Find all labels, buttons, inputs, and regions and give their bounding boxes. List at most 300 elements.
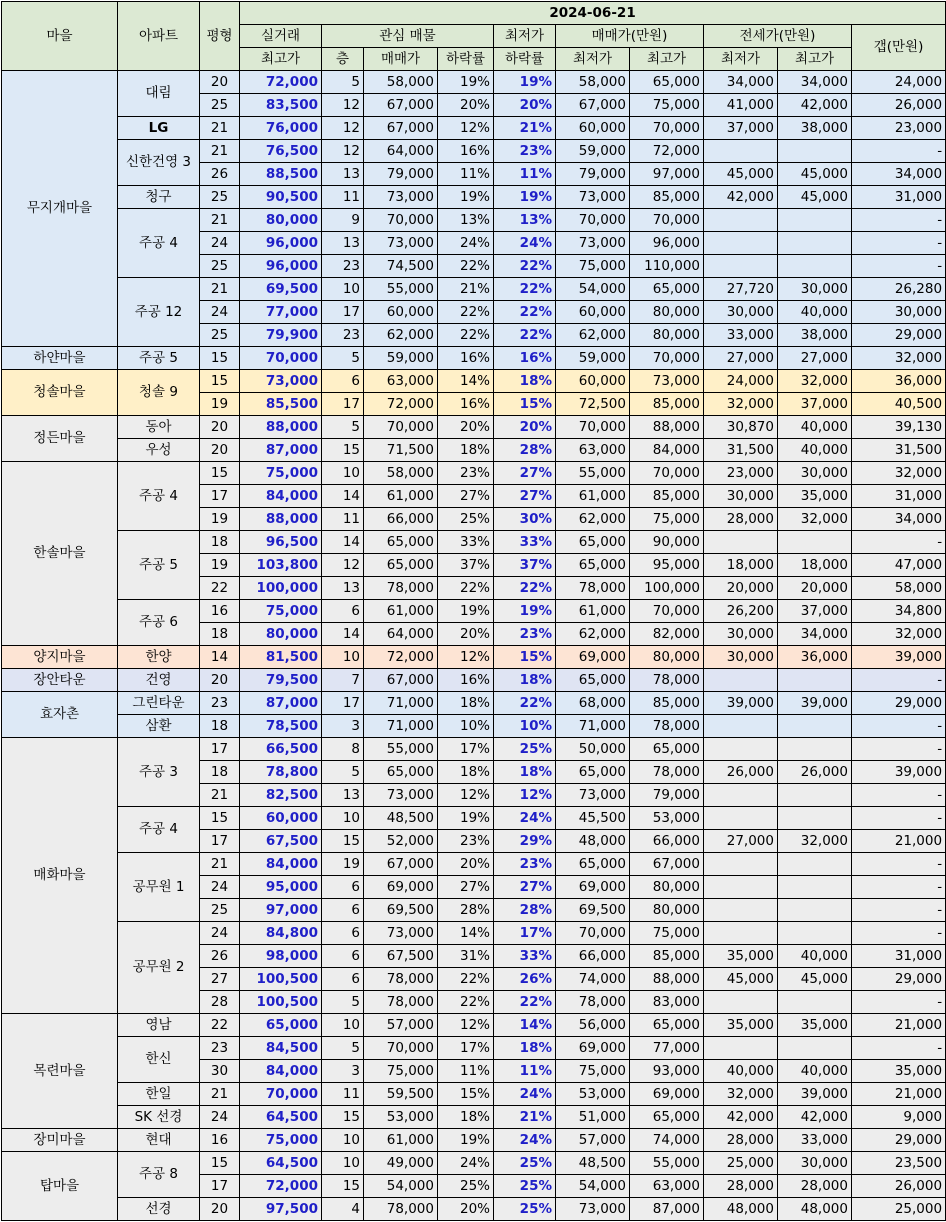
cell-drop-rate: 18% (438, 439, 494, 462)
cell-floor: 5 (322, 416, 364, 439)
cell-jeonse-max: 40,000 (778, 301, 852, 324)
cell-pyeong: 21 (200, 117, 240, 140)
cell-min-drop: 19% (494, 600, 556, 623)
cell-jeonse-min: 18,000 (704, 554, 778, 577)
cell-sale-price: 71,500 (364, 439, 438, 462)
header-village: 마을 (2, 2, 118, 71)
cell-pyeong: 17 (200, 1175, 240, 1198)
cell-sale-min: 65,000 (556, 669, 630, 692)
apt-name: 주공 5 (118, 531, 200, 600)
table-row (2, 692, 946, 715)
cell-gap: 58,000 (852, 577, 946, 600)
cell-sale-max: 110,000 (630, 255, 704, 278)
cell-min-drop: 13% (494, 209, 556, 232)
cell-sale-min: 59,000 (556, 140, 630, 163)
cell-real-max: 88,000 (240, 416, 322, 439)
cell-floor: 6 (322, 968, 364, 991)
cell-sale-price: 49,000 (364, 1152, 438, 1175)
cell-drop-rate: 11% (438, 1060, 494, 1083)
cell-jeonse-min (704, 991, 778, 1014)
cell-drop-rate: 14% (438, 922, 494, 945)
header-sale-price: 매매가 (364, 48, 438, 71)
apt-name: 주공 4 (118, 807, 200, 853)
cell-sale-min: 61,000 (556, 600, 630, 623)
cell-jeonse-min (704, 232, 778, 255)
cell-sale-max: 97,000 (630, 163, 704, 186)
table-row (2, 1037, 946, 1060)
header-min-drop: 하락률 (494, 48, 556, 71)
cell-sale-price: 55,000 (364, 738, 438, 761)
cell-gap: - (852, 1037, 946, 1060)
cell-sale-min: 65,000 (556, 761, 630, 784)
cell-min-drop: 25% (494, 1152, 556, 1175)
cell-pyeong: 24 (200, 232, 240, 255)
cell-pyeong: 17 (200, 738, 240, 761)
cell-drop-rate: 19% (438, 71, 494, 94)
apt-name: 한양 (118, 646, 200, 669)
cell-sale-price: 62,000 (364, 324, 438, 347)
cell-sale-min: 57,000 (556, 1129, 630, 1152)
cell-sale-min: 70,000 (556, 922, 630, 945)
cell-sale-max: 96,000 (630, 232, 704, 255)
cell-pyeong: 20 (200, 416, 240, 439)
cell-sale-min: 69,500 (556, 899, 630, 922)
cell-drop-rate: 15% (438, 1083, 494, 1106)
cell-sale-min: 66,000 (556, 945, 630, 968)
cell-pyeong: 25 (200, 94, 240, 117)
cell-real-max: 96,000 (240, 232, 322, 255)
cell-jeonse-max (778, 669, 852, 692)
apt-name: 공무원 1 (118, 853, 200, 922)
cell-floor: 15 (322, 1175, 364, 1198)
cell-real-max: 84,000 (240, 485, 322, 508)
cell-floor: 14 (322, 531, 364, 554)
cell-sale-price: 72,000 (364, 646, 438, 669)
cell-real-max: 64,500 (240, 1152, 322, 1175)
cell-jeonse-max: 45,000 (778, 968, 852, 991)
header-floor: 층 (322, 48, 364, 71)
apt-name: 공무원 2 (118, 922, 200, 1014)
apt-name: SK 선경 (118, 1106, 200, 1129)
cell-floor: 10 (322, 1129, 364, 1152)
cell-jeonse-max: 32,000 (778, 830, 852, 853)
cell-sale-min: 59,000 (556, 347, 630, 370)
apt-name: 청솔 9 (118, 370, 200, 416)
cell-jeonse-min: 25,000 (704, 1152, 778, 1175)
cell-gap: 34,000 (852, 163, 946, 186)
cell-jeonse-min: 42,000 (704, 186, 778, 209)
cell-drop-rate: 23% (438, 830, 494, 853)
cell-drop-rate: 22% (438, 324, 494, 347)
cell-floor: 3 (322, 715, 364, 738)
cell-sale-max: 80,000 (630, 324, 704, 347)
cell-real-max: 64,500 (240, 1106, 322, 1129)
cell-pyeong: 17 (200, 830, 240, 853)
cell-sale-max: 78,000 (630, 761, 704, 784)
cell-sale-max: 75,000 (630, 508, 704, 531)
cell-real-max: 75,000 (240, 1129, 322, 1152)
cell-gap: 39,130 (852, 416, 946, 439)
cell-floor: 6 (322, 945, 364, 968)
cell-gap: 36,000 (852, 370, 946, 393)
cell-jeonse-max: 30,000 (778, 1152, 852, 1175)
table-row (2, 209, 946, 232)
cell-sale-max: 77,000 (630, 1037, 704, 1060)
cell-min-drop: 22% (494, 324, 556, 347)
cell-min-drop: 30% (494, 508, 556, 531)
cell-sale-min: 79,000 (556, 163, 630, 186)
table-row (2, 807, 946, 830)
cell-jeonse-min (704, 255, 778, 278)
cell-real-max: 75,000 (240, 600, 322, 623)
cell-sale-min: 75,000 (556, 1060, 630, 1083)
cell-floor: 23 (322, 255, 364, 278)
cell-pyeong: 22 (200, 577, 240, 600)
cell-jeonse-max: 32,000 (778, 508, 852, 531)
cell-drop-rate: 19% (438, 600, 494, 623)
cell-sale-price: 58,000 (364, 71, 438, 94)
cell-sale-price: 73,000 (364, 186, 438, 209)
cell-pyeong: 18 (200, 715, 240, 738)
cell-drop-rate: 16% (438, 347, 494, 370)
cell-sale-max: 70,000 (630, 117, 704, 140)
cell-sale-max: 65,000 (630, 1014, 704, 1037)
cell-floor: 6 (322, 370, 364, 393)
cell-min-drop: 18% (494, 1037, 556, 1060)
cell-sale-max: 53,000 (630, 807, 704, 830)
cell-drop-rate: 12% (438, 784, 494, 807)
cell-min-drop: 24% (494, 807, 556, 830)
cell-drop-rate: 16% (438, 669, 494, 692)
cell-floor: 11 (322, 1083, 364, 1106)
cell-sale-price: 71,000 (364, 715, 438, 738)
cell-jeonse-max (778, 922, 852, 945)
cell-real-max: 82,500 (240, 784, 322, 807)
cell-real-max: 76,500 (240, 140, 322, 163)
cell-floor: 7 (322, 669, 364, 692)
cell-drop-rate: 12% (438, 117, 494, 140)
cell-sale-price: 65,000 (364, 761, 438, 784)
cell-min-drop: 23% (494, 140, 556, 163)
cell-floor: 12 (322, 117, 364, 140)
cell-min-drop: 27% (494, 462, 556, 485)
cell-pyeong: 25 (200, 255, 240, 278)
cell-sale-price: 64,000 (364, 623, 438, 646)
cell-sale-price: 74,500 (364, 255, 438, 278)
cell-jeonse-max (778, 531, 852, 554)
cell-sale-max: 65,000 (630, 738, 704, 761)
cell-gap: - (852, 876, 946, 899)
cell-floor: 12 (322, 554, 364, 577)
cell-sale-price: 65,000 (364, 554, 438, 577)
cell-real-max: 80,000 (240, 623, 322, 646)
cell-min-drop: 22% (494, 278, 556, 301)
table-row (2, 922, 946, 945)
header-interest: 관심 매물 (322, 25, 494, 48)
cell-real-max: 87,000 (240, 692, 322, 715)
cell-drop-rate: 19% (438, 186, 494, 209)
cell-jeonse-max (778, 853, 852, 876)
cell-drop-rate: 37% (438, 554, 494, 577)
cell-min-drop: 18% (494, 370, 556, 393)
cell-jeonse-max: 27,000 (778, 347, 852, 370)
cell-jeonse-min: 45,000 (704, 163, 778, 186)
cell-jeonse-min (704, 738, 778, 761)
cell-jeonse-min: 32,000 (704, 393, 778, 416)
cell-gap: 31,500 (852, 439, 946, 462)
cell-min-drop: 25% (494, 1175, 556, 1198)
cell-jeonse-max: 32,000 (778, 370, 852, 393)
cell-gap: 23,500 (852, 1152, 946, 1175)
table-row (2, 117, 946, 140)
apt-name: 주공 12 (118, 278, 200, 347)
cell-floor: 11 (322, 508, 364, 531)
cell-jeonse-min: 30,000 (704, 301, 778, 324)
cell-min-drop: 25% (494, 1198, 556, 1221)
cell-pyeong: 16 (200, 600, 240, 623)
cell-sale-price: 53,000 (364, 1106, 438, 1129)
cell-jeonse-min: 28,000 (704, 1129, 778, 1152)
cell-jeonse-max (778, 140, 852, 163)
cell-real-max: 72,000 (240, 71, 322, 94)
cell-sale-min: 54,000 (556, 278, 630, 301)
cell-gap: - (852, 991, 946, 1014)
cell-gap: 30,000 (852, 301, 946, 324)
cell-drop-rate: 10% (438, 715, 494, 738)
village-name: 한솔마을 (2, 462, 118, 646)
cell-sale-min: 54,000 (556, 1175, 630, 1198)
cell-gap: 26,000 (852, 94, 946, 117)
cell-floor: 10 (322, 1152, 364, 1175)
cell-sale-price: 48,500 (364, 807, 438, 830)
table-row (2, 715, 946, 738)
cell-min-drop: 21% (494, 1106, 556, 1129)
header-jeonse-max: 최고가 (778, 48, 852, 71)
cell-jeonse-max: 40,000 (778, 439, 852, 462)
cell-min-drop: 10% (494, 715, 556, 738)
cell-jeonse-max: 39,000 (778, 692, 852, 715)
cell-sale-max: 74,000 (630, 1129, 704, 1152)
cell-floor: 15 (322, 1106, 364, 1129)
cell-real-max: 96,500 (240, 531, 322, 554)
cell-sale-max: 69,000 (630, 1083, 704, 1106)
cell-sale-max: 70,000 (630, 209, 704, 232)
cell-drop-rate: 16% (438, 393, 494, 416)
cell-sale-min: 68,000 (556, 692, 630, 715)
cell-jeonse-min: 26,000 (704, 761, 778, 784)
cell-gap: 21,000 (852, 1014, 946, 1037)
cell-pyeong: 15 (200, 1152, 240, 1175)
cell-min-drop: 23% (494, 623, 556, 646)
cell-jeonse-max: 26,000 (778, 761, 852, 784)
cell-sale-price: 60,000 (364, 301, 438, 324)
header-real-max: 최고가 (240, 48, 322, 71)
table-body (2, 71, 946, 1221)
cell-jeonse-min: 35,000 (704, 945, 778, 968)
cell-pyeong: 18 (200, 761, 240, 784)
cell-sale-min: 65,000 (556, 554, 630, 577)
cell-floor: 13 (322, 577, 364, 600)
cell-sale-price: 71,000 (364, 692, 438, 715)
village-name: 목련마을 (2, 1014, 118, 1129)
cell-floor: 8 (322, 738, 364, 761)
cell-jeonse-min (704, 1037, 778, 1060)
cell-jeonse-max: 40,000 (778, 945, 852, 968)
cell-real-max: 76,000 (240, 117, 322, 140)
cell-sale-price: 69,500 (364, 899, 438, 922)
cell-gap: 26,000 (852, 1175, 946, 1198)
cell-sale-max: 63,000 (630, 1175, 704, 1198)
cell-min-drop: 33% (494, 531, 556, 554)
cell-sale-min: 62,000 (556, 324, 630, 347)
cell-jeonse-max: 45,000 (778, 186, 852, 209)
cell-sale-max: 72,000 (630, 140, 704, 163)
village-name: 장미마을 (2, 1129, 118, 1152)
cell-sale-min: 73,000 (556, 186, 630, 209)
cell-min-drop: 15% (494, 646, 556, 669)
cell-floor: 6 (322, 600, 364, 623)
cell-min-drop: 24% (494, 1129, 556, 1152)
cell-real-max: 67,500 (240, 830, 322, 853)
cell-drop-rate: 24% (438, 1152, 494, 1175)
cell-min-drop: 22% (494, 692, 556, 715)
village-name: 매화마을 (2, 738, 118, 1014)
cell-gap: 39,000 (852, 761, 946, 784)
cell-pyeong: 22 (200, 1014, 240, 1037)
cell-floor: 13 (322, 784, 364, 807)
cell-real-max: 84,000 (240, 853, 322, 876)
cell-min-drop: 11% (494, 163, 556, 186)
cell-gap: 39,000 (852, 646, 946, 669)
apt-name: 건영 (118, 669, 200, 692)
cell-sale-max: 65,000 (630, 71, 704, 94)
cell-jeonse-min (704, 140, 778, 163)
cell-drop-rate: 27% (438, 485, 494, 508)
cell-sale-price: 70,000 (364, 1037, 438, 1060)
cell-sale-min: 63,000 (556, 439, 630, 462)
cell-floor: 6 (322, 899, 364, 922)
cell-min-drop: 24% (494, 1083, 556, 1106)
table-row (2, 1083, 946, 1106)
cell-sale-max: 95,000 (630, 554, 704, 577)
cell-drop-rate: 16% (438, 140, 494, 163)
cell-gap: - (852, 255, 946, 278)
cell-sale-price: 73,000 (364, 784, 438, 807)
cell-pyeong: 21 (200, 278, 240, 301)
cell-real-max: 83,500 (240, 94, 322, 117)
cell-jeonse-max (778, 209, 852, 232)
cell-gap: 31,000 (852, 485, 946, 508)
cell-drop-rate: 12% (438, 1014, 494, 1037)
cell-real-max: 98,000 (240, 945, 322, 968)
cell-jeonse-min: 40,000 (704, 1060, 778, 1083)
cell-jeonse-min (704, 853, 778, 876)
cell-sale-max: 67,000 (630, 853, 704, 876)
cell-sale-min: 69,000 (556, 1037, 630, 1060)
cell-drop-rate: 31% (438, 945, 494, 968)
cell-gap: - (852, 232, 946, 255)
cell-min-drop: 14% (494, 1014, 556, 1037)
cell-floor: 15 (322, 439, 364, 462)
cell-pyeong: 25 (200, 899, 240, 922)
cell-jeonse-max (778, 738, 852, 761)
cell-sale-price: 75,000 (364, 1060, 438, 1083)
cell-jeonse-min (704, 807, 778, 830)
cell-jeonse-min: 27,000 (704, 830, 778, 853)
cell-sale-max: 83,000 (630, 991, 704, 1014)
cell-jeonse-min: 24,000 (704, 370, 778, 393)
cell-floor: 12 (322, 94, 364, 117)
apartment-price-table (1, 1, 946, 1221)
header-apt: 아파트 (118, 2, 200, 71)
cell-sale-max: 85,000 (630, 485, 704, 508)
cell-pyeong: 21 (200, 784, 240, 807)
cell-jeonse-max (778, 991, 852, 1014)
cell-min-drop: 20% (494, 94, 556, 117)
cell-floor: 13 (322, 232, 364, 255)
header-real: 실거래 (240, 25, 322, 48)
header-drop-rate: 하락률 (438, 48, 494, 71)
cell-jeonse-max (778, 807, 852, 830)
table-header (2, 2, 946, 71)
cell-pyeong: 15 (200, 462, 240, 485)
cell-jeonse-max (778, 255, 852, 278)
cell-sale-min: 74,000 (556, 968, 630, 991)
apt-name: 주공 4 (118, 209, 200, 278)
cell-drop-rate: 28% (438, 899, 494, 922)
cell-sale-price: 78,000 (364, 991, 438, 1014)
table-row (2, 462, 946, 485)
cell-sale-min: 48,000 (556, 830, 630, 853)
cell-sale-price: 67,000 (364, 853, 438, 876)
cell-sale-price: 67,500 (364, 945, 438, 968)
cell-pyeong: 25 (200, 186, 240, 209)
table-row (2, 600, 946, 623)
cell-sale-price: 70,000 (364, 209, 438, 232)
cell-drop-rate: 18% (438, 692, 494, 715)
cell-jeonse-max (778, 232, 852, 255)
cell-pyeong: 25 (200, 324, 240, 347)
cell-real-max: 78,800 (240, 761, 322, 784)
cell-drop-rate: 22% (438, 577, 494, 600)
cell-sale-min: 73,000 (556, 232, 630, 255)
cell-gap: 31,000 (852, 945, 946, 968)
cell-drop-rate: 33% (438, 531, 494, 554)
cell-sale-max: 65,000 (630, 278, 704, 301)
cell-sale-min: 75,000 (556, 255, 630, 278)
cell-pyeong: 24 (200, 922, 240, 945)
cell-min-drop: 22% (494, 577, 556, 600)
cell-sale-min: 62,000 (556, 508, 630, 531)
cell-gap: 23,000 (852, 117, 946, 140)
cell-sale-min: 61,000 (556, 485, 630, 508)
cell-drop-rate: 12% (438, 646, 494, 669)
cell-gap: 31,000 (852, 186, 946, 209)
cell-sale-max: 88,000 (630, 968, 704, 991)
header-sale-min: 최저가 (556, 48, 630, 71)
cell-sale-price: 54,000 (364, 1175, 438, 1198)
cell-jeonse-max: 36,000 (778, 646, 852, 669)
cell-gap: 29,000 (852, 324, 946, 347)
cell-sale-min: 73,000 (556, 1198, 630, 1221)
cell-jeonse-min: 26,200 (704, 600, 778, 623)
cell-sale-price: 73,000 (364, 922, 438, 945)
cell-sale-min: 69,000 (556, 646, 630, 669)
cell-real-max: 88,000 (240, 508, 322, 531)
cell-sale-max: 80,000 (630, 646, 704, 669)
cell-real-max: 103,800 (240, 554, 322, 577)
cell-sale-min: 45,500 (556, 807, 630, 830)
